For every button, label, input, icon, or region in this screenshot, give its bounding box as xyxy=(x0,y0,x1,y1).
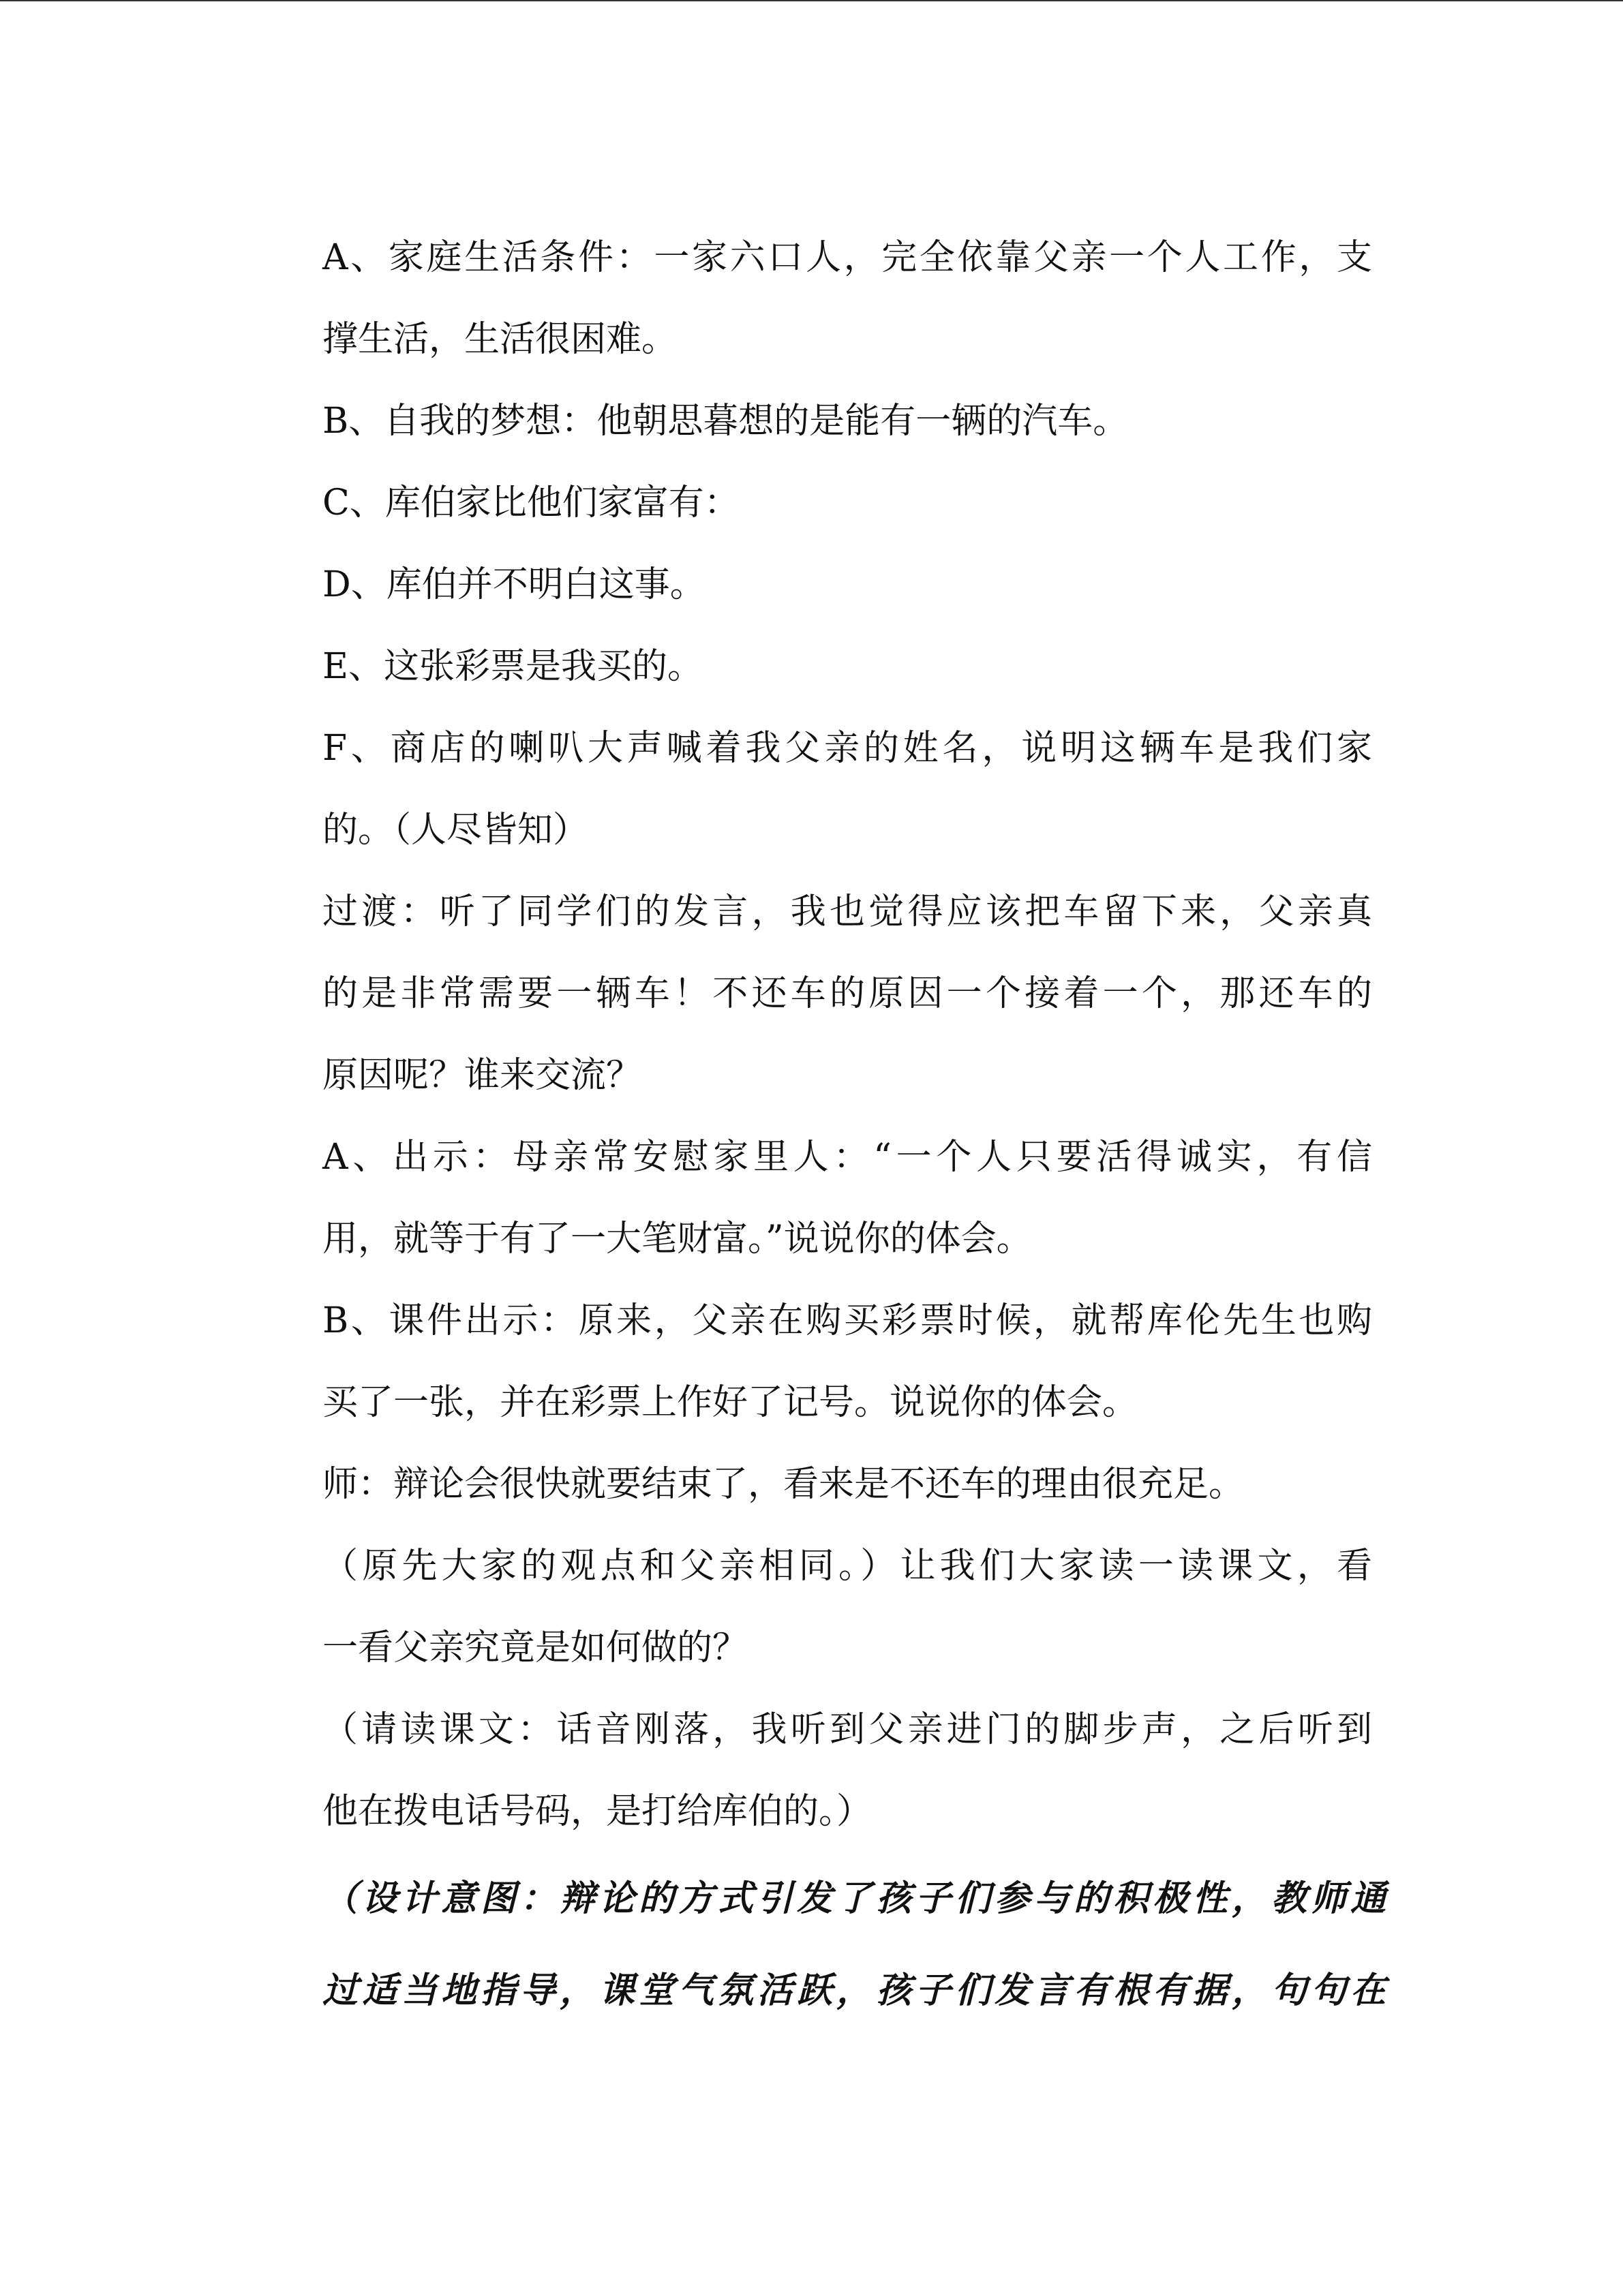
paragraph-line: 过渡：听了同学们的发言，我也觉得应该把车留下来，父亲真 xyxy=(322,891,1372,932)
document-body xyxy=(322,217,1391,2036)
paragraph-line: 一看父亲究竟是如何做的？ xyxy=(322,1627,748,1668)
paragraph-line: B、课件出示：原来，父亲在购买彩票时候，就帮库伦先生也购 xyxy=(322,1300,1372,1341)
paragraph-line: （原先大家的观点和父亲相同。）让我们大家读一读课文，看 xyxy=(322,1546,1372,1587)
paragraph-line: 师：辩论会很快就要结束了，看来是不还车的理由很充足。 xyxy=(322,1464,1245,1505)
paragraph-line: 买了一张，并在彩票上作好了记号。说说你的体会。 xyxy=(322,1382,1138,1423)
paragraph-line: 的。（人尽皆知） xyxy=(322,810,589,851)
paragraph-line: E、这张彩票是我买的。 xyxy=(322,646,703,687)
paragraph-line: 用，就等于有了一大笔财富。”说说你的体会。 xyxy=(322,1219,1032,1259)
paragraph-line: A、出示：母亲常安慰家里人：“一个人只要活得诚实，有信 xyxy=(322,1137,1372,1178)
paragraph-line: 撑生活，生活很困难。 xyxy=(322,319,678,360)
paragraph-line: D、库伯并不明白这事。 xyxy=(322,564,706,605)
paragraph-line: 原因呢？谁来交流？ xyxy=(322,1055,642,1096)
design-intent-line: 过适当地指导，课堂气氛活跃，孩子们发言有根有据，句句在 xyxy=(322,1970,1391,2011)
paragraph-line: 的是非常需要一辆车！不还车的原因一个接着一个，那还车的 xyxy=(322,973,1372,1014)
design-intent-line: （设计意图：辩论的方式引发了孩子们参与的积极性，教师通 xyxy=(322,1878,1391,1919)
paragraph-line: C、库伯家比他们家富有： xyxy=(322,483,740,523)
paragraph-line: B、自我的梦想：他朝思暮想的是能有一辆的汽车。 xyxy=(322,401,1129,442)
paragraph-line: （请读课文：话音刚落，我听到父亲进门的脚步声，之后听到 xyxy=(322,1709,1372,1750)
paragraph-line: A、家庭生活条件：一家六口人，完全依靠父亲一个人工作，支 xyxy=(322,237,1372,278)
paragraph-line: 他在拨电话号码，是打给库伯的。） xyxy=(322,1791,873,1832)
paragraph-line: F、商店的喇叭大声喊着我父亲的姓名，说明这辆车是我们家 xyxy=(322,728,1372,769)
